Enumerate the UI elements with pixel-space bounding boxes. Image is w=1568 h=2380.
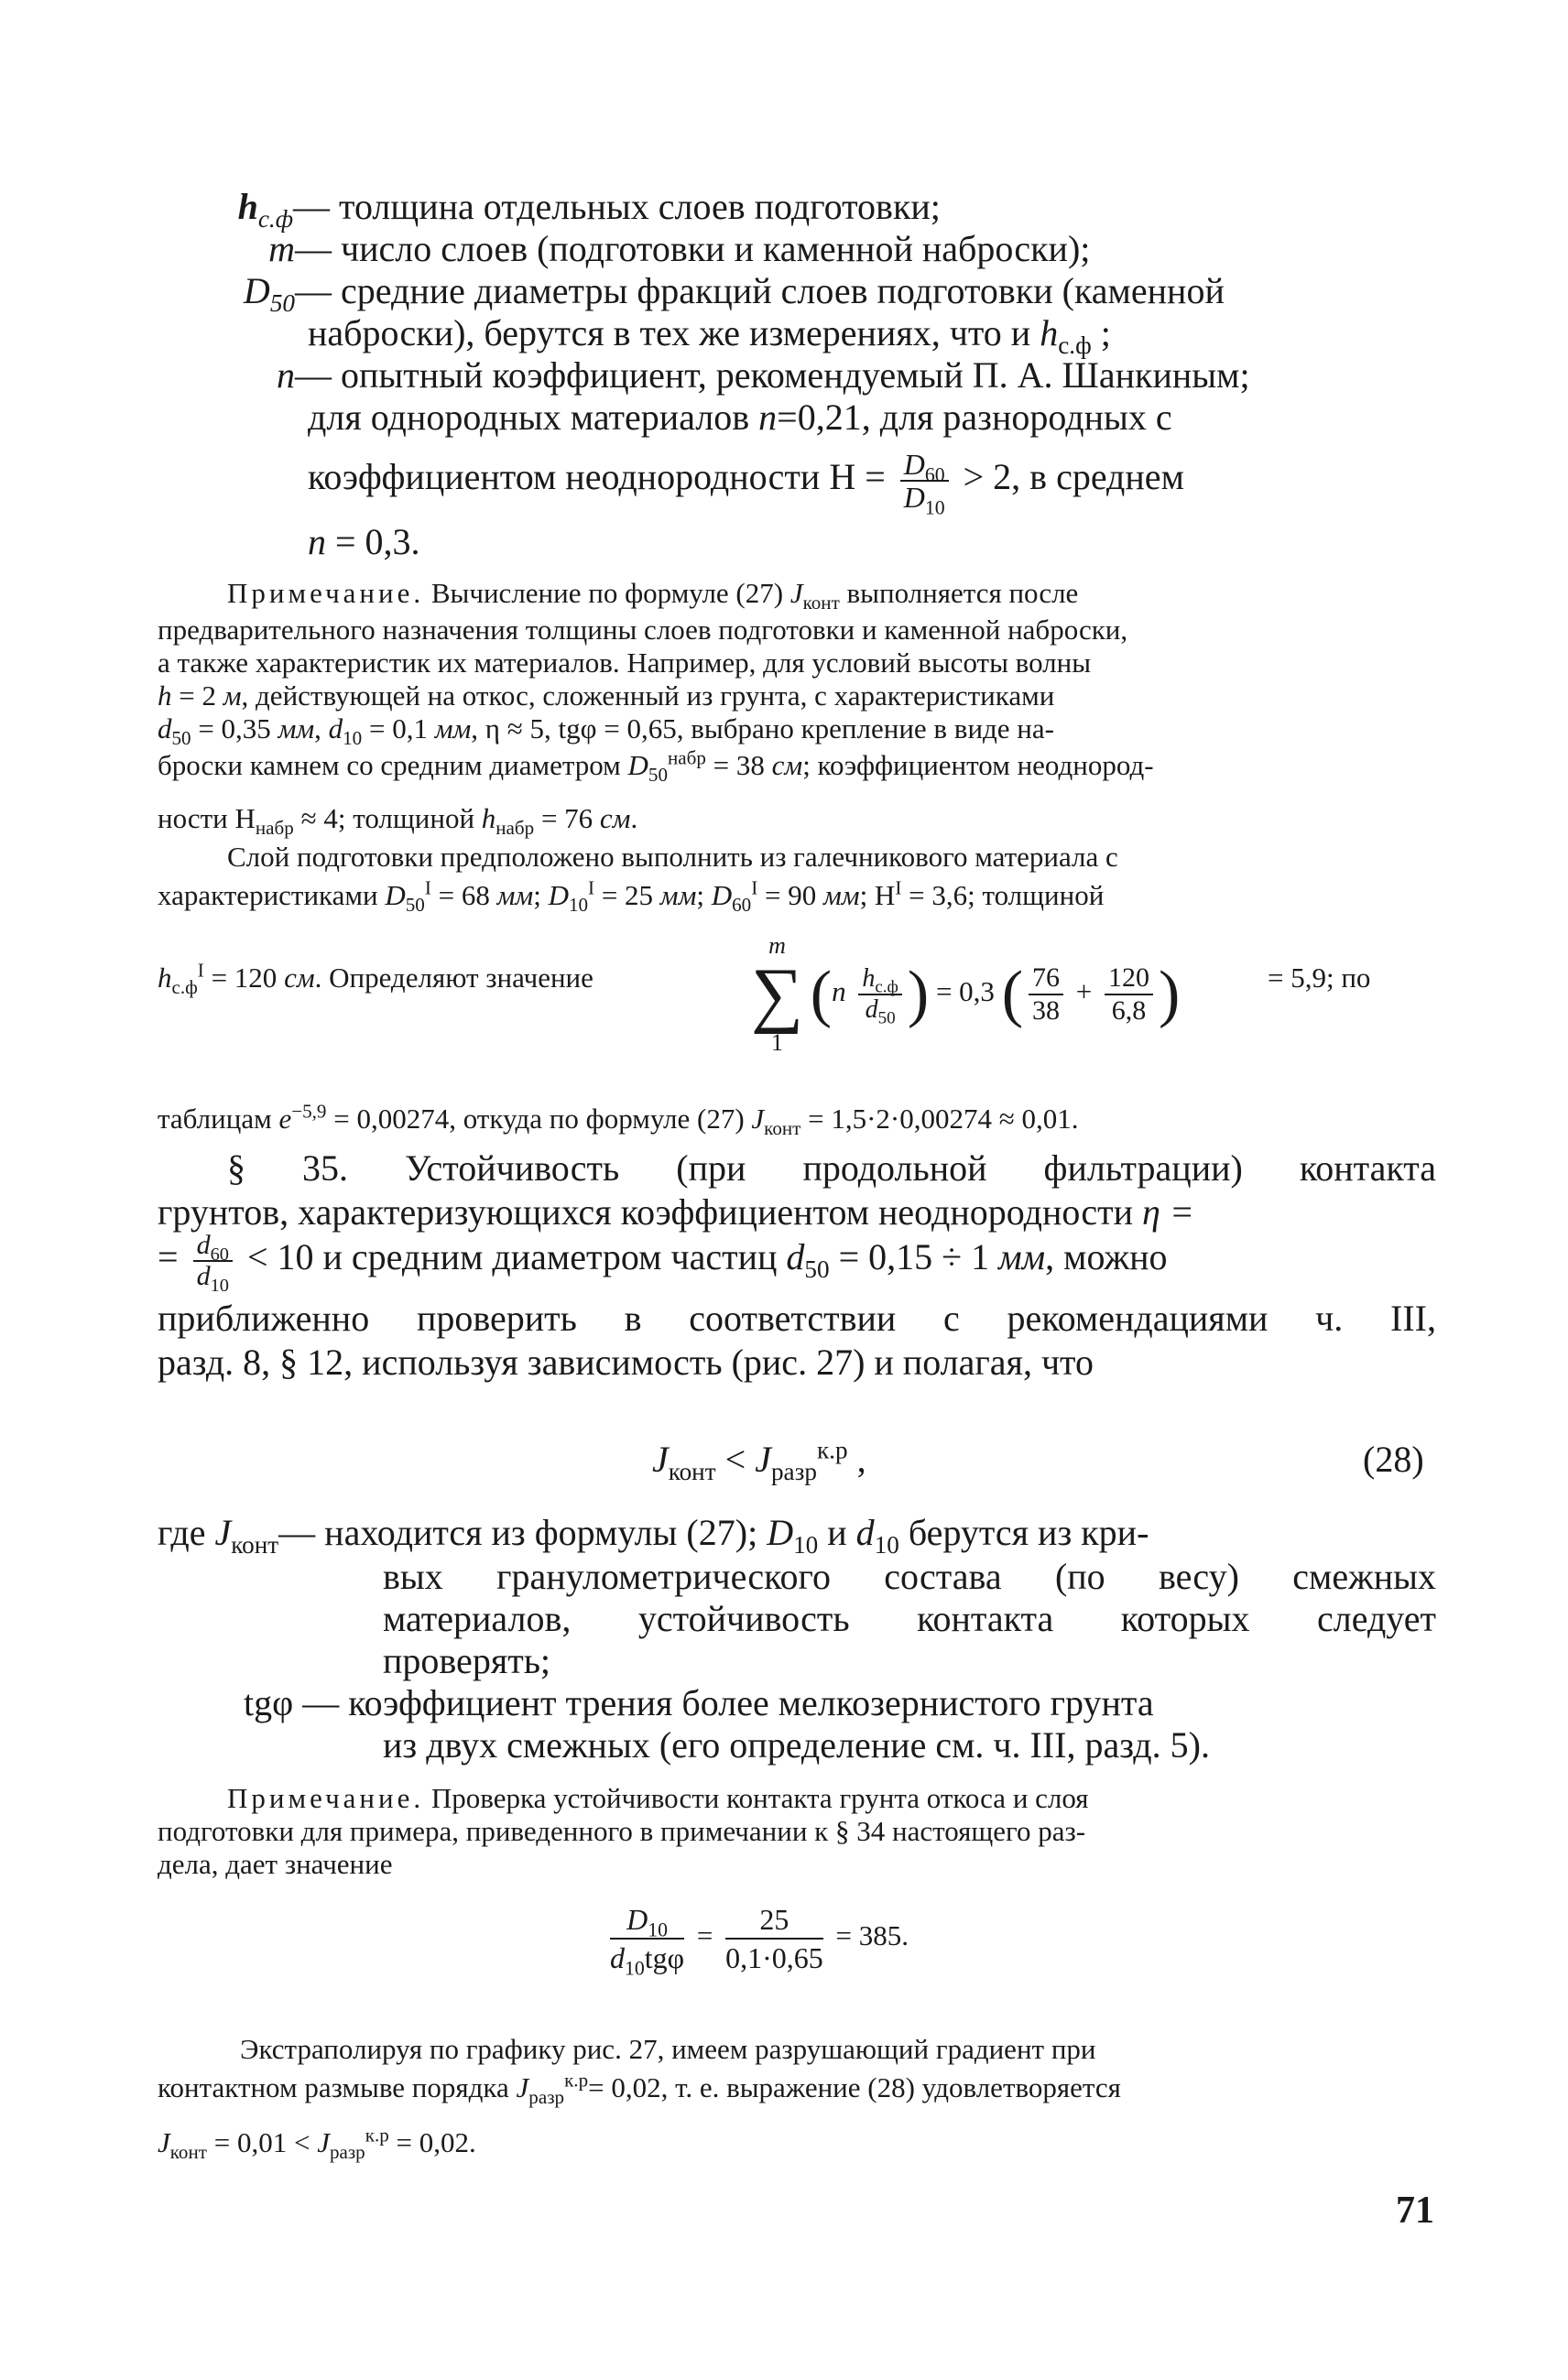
note1-line5: $d_{50} = 0,35$ мм, $d_{10} = 0,1$ мм, η ≈ 5, tgφ = 0,65, выбрано крепление в виде на- <box>158 712 1054 750</box>
def-hcf: $h_{с.ф}—$ толщина отдельных слоев подготовки; <box>237 186 941 233</box>
def-n: n— опытный коэффициент, рекомендуемый П. А. Шанкиным; <box>277 354 1250 396</box>
section35-line4: приближенно проверить в соответствии с рекомендациями ч. III, <box>158 1298 1436 1339</box>
note1-line8: Слой подготовки предположено выполнить из галечникового материала с <box>227 841 1118 873</box>
def-n-avg: n = 0,3. <box>308 521 420 562</box>
def-tg: tgφ — коэффициент трения более мелкозернистого грунта <box>244 1682 1154 1723</box>
def-jkont-cont2: материалов, устойчивость контакта которых следует <box>383 1598 1436 1639</box>
section35-line2: грунтов, характеризующихся коэффициентом неоднородности η = <box>158 1191 1194 1233</box>
note2-formula: $\frac{D_{10}}{d_{10}tg\varphi}$ = $\frac{25}{0,1\cdot 0,65}$ = 385. <box>610 1903 909 1980</box>
note1-label: Примечание. <box>227 577 425 609</box>
note2-line2: подготовки для примера, приведенного в примечании к § 34 настоящего раз- <box>158 1815 1086 1847</box>
note1-line1: Примечание. Вычисление по формуле (27) $J_{конт}$ выполняется после <box>227 577 1079 614</box>
note1-line6: броски камнем со средним диаметром $D_{50}^{набр} = 38$ см; коэффициентом неоднород- <box>158 746 1154 787</box>
def-d50-cont: наброски), берутся в тех же измерениях, что и $h_{с.ф}$ ; <box>308 312 1111 359</box>
section35-line1: § 35. Устойчивость (при продольной фильтрации) контакта <box>227 1147 1436 1189</box>
def-tg-cont: из двух смежных (его определение см. ч. III, разд. 5). <box>383 1724 1210 1766</box>
note1-line4: h = 2 м, действующей на откос, сложенный из грунта, с характеристиками <box>158 679 1055 712</box>
extrap-line2: контактном размыве порядка $J_{разр}^{к.р}= 0,02$, т. е. выражение (28) удовлетворяется <box>158 2069 1121 2109</box>
extrap-line1: Экстраполируя по графику рис. 27, имеем разрушающий градиент при <box>240 2033 1096 2065</box>
def-jkont-cont1: вых гранулометрического состава (по весу) смежных <box>383 1556 1436 1597</box>
def-n-cont: для однородных материалов n=0,21, для разнородных с <box>308 397 1172 438</box>
note2-line1: Примечание. Проверка устойчивости контакта грунта откоса и слоя <box>227 1782 1089 1814</box>
def-n-formula: коэффициентом неоднородности Н = $\frac{D_{60}}{D_{10}}$ > 2, в среднем <box>308 448 1184 519</box>
note1-line7: ности $Н_{набр} \approx 4$; толщиной $h_{набр} = 76$ см. <box>158 802 638 840</box>
section35-line3: = $\frac{d_{60}}{d_{10}}$ < 10 и средним диаметром частиц $d_{50} = 0,15 \div 1$ мм, можно <box>158 1230 1168 1296</box>
def-m: m— число слоев (подготовки и каменной наброски); <box>268 228 1091 269</box>
page-number: 71 <box>1396 2190 1434 2232</box>
def-d50: $D_{50}—$ средние диаметры фракций слоев подготовки (каменной <box>243 270 1225 317</box>
def-jkont-cont3: проверять; <box>383 1640 551 1681</box>
summation-result: = 5,9; по <box>1268 962 1371 994</box>
note1-line2: предварительного назначения толщины слоев подготовки и каменной наброски, <box>158 614 1128 646</box>
extrap-line3: $J_{конт} = 0,01 < J_{разр}^{к.р} = 0,02$. <box>158 2124 476 2164</box>
note1-line3: а также характеристик их материалов. Например, для условий высоты волны <box>158 647 1092 679</box>
equation-28: $J_{конт} < J_{разр}^{к.р}$ , <box>652 1436 866 1485</box>
summation-formula: m ∑ 1 (n $\frac{h_{с.ф}}{d_{50}}$ ) = 0,3 ( $\frac{76}{38}$ + $\frac{120}{6,8}$ ) <box>751 932 1181 1056</box>
def-jkont: где $J_{конт}—$ находится из формулы (27); $D_{10}$ и $d_{10}$ берутся из кри- <box>158 1512 1149 1559</box>
note2-line3: дела, дает значение <box>158 1848 393 1880</box>
section35-line5: разд. 8, § 12, используя зависимость (рис. 27) и полагая, что <box>158 1342 1094 1383</box>
note2-label: Примечание. <box>227 1782 425 1814</box>
equation-28-number: (28) <box>1363 1439 1424 1480</box>
note1-line10: $h_{с.ф}^I = 120$ см. Определяют значение <box>158 959 593 999</box>
note1-line11: таблицам $e^{-5,9} = 0,00274$, откуда по формуле (27) $J_{конт} = 1,5\cdot 2\cdot 0,00274 \approx 0,01$. <box>158 1100 1079 1140</box>
note1-line9: характеристиками $D_{50}^I = 68$ мм; $D_{10}^I = 25$ мм; $D_{60}^I = 90$ мм; $Н^I = 3,6$; толщиной <box>158 876 1105 917</box>
